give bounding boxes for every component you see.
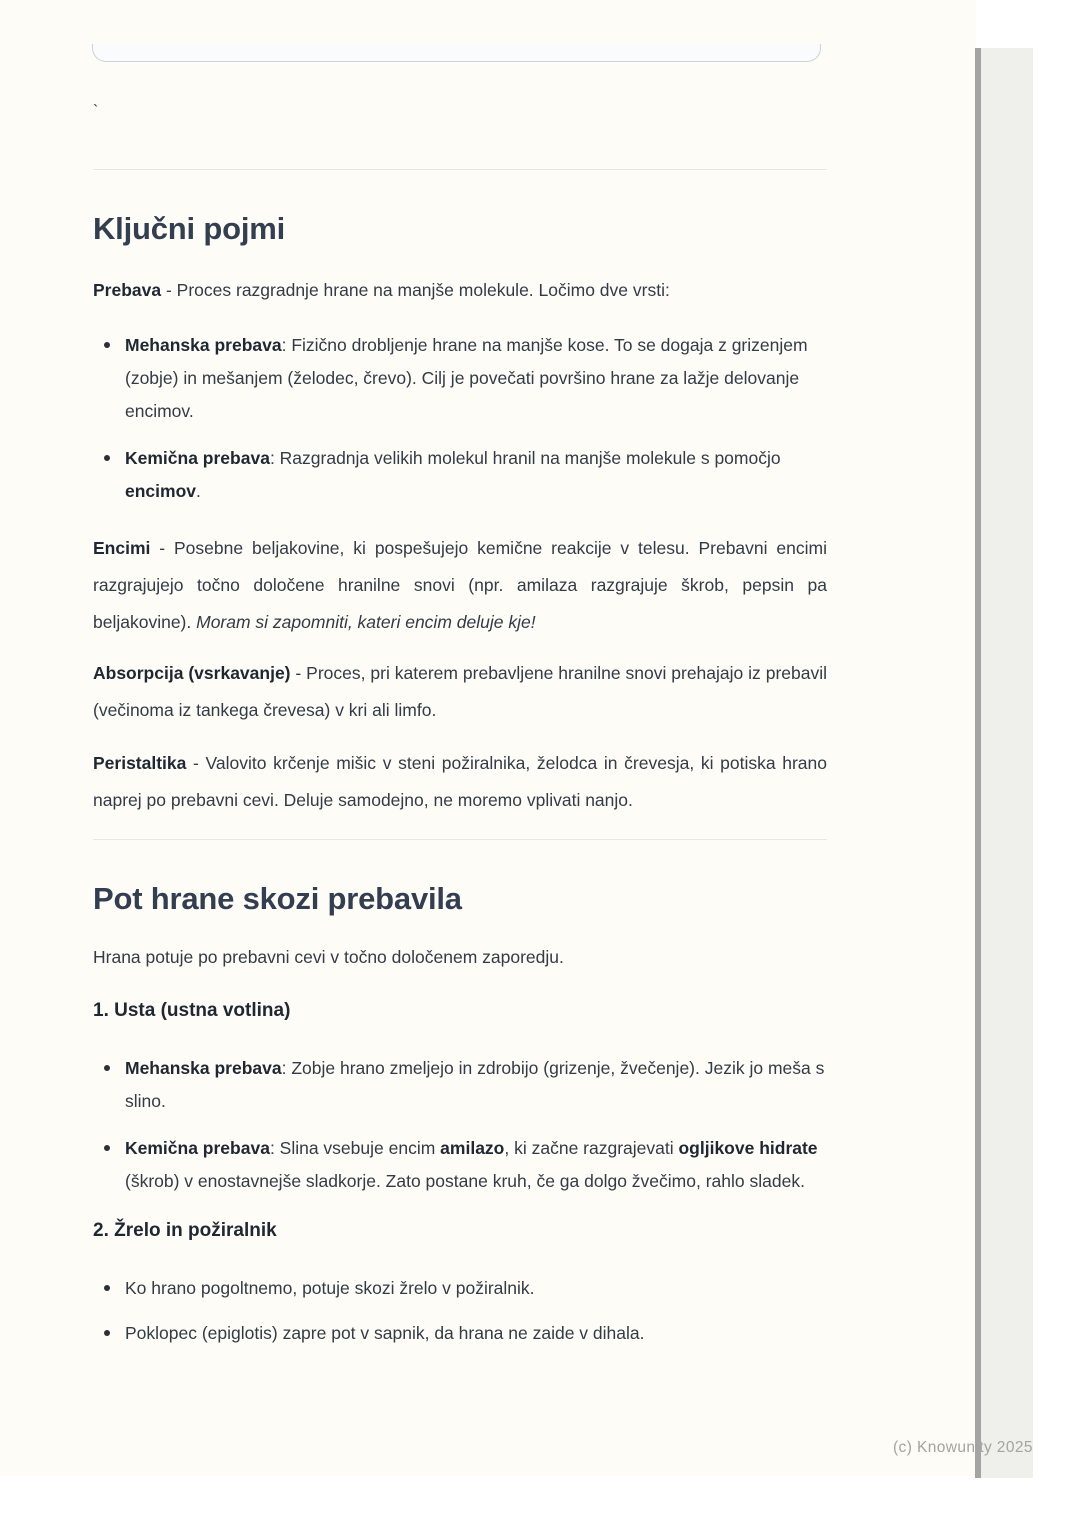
section-divider xyxy=(93,839,827,840)
list-item-mehanska-prebava xyxy=(93,329,827,428)
item-text: . xyxy=(196,481,201,501)
bullet-list-prebava-vrste xyxy=(93,329,827,508)
list-item-mehanska-usta xyxy=(93,1052,827,1118)
note-italic: Moram si zapomniti, kateri encim deluje kje! xyxy=(196,612,536,632)
definition-peristaltika xyxy=(93,745,827,819)
term-prebava: Prebava xyxy=(93,280,162,300)
definition-text: - Posebne beljakovine, ki pospešujejo kemične reakcije v telesu. Prebavni encimi razgrajujejo točno določene hranilne snovi (npr. amilaza razgrajuje škrob, pepsin pa beljakovine). xyxy=(93,538,827,632)
item-text: : Slina vsebuje encim xyxy=(269,1138,441,1158)
item-text: : Razgradnja velikih molekul hranil na manjše molekule s pomočjo xyxy=(269,448,781,468)
item-text: : Zobje hrano zmeljejo in zdrobijo (grizenje, žvečenje). Jezik jo meša s slino. xyxy=(125,1058,825,1111)
list-item-kemicna-usta xyxy=(93,1132,827,1198)
term-encimov: encimov xyxy=(125,481,196,501)
subheading-zrelo: 2. Žrelo in požiralnik xyxy=(93,1220,277,1241)
document-content xyxy=(93,0,827,1350)
bullet-list-zrelo xyxy=(93,1272,827,1350)
stray-backtick: ` xyxy=(93,103,99,120)
section-divider xyxy=(93,169,827,170)
watermark: (c) Knowunity 2025 xyxy=(893,1439,1033,1456)
bullet-list-usta xyxy=(93,1052,827,1198)
term-kemicna: Kemična prebava xyxy=(125,1138,270,1158)
term-ogljikove-hidrate: ogljikove hidrate xyxy=(678,1138,818,1158)
definition-encimi xyxy=(93,530,827,641)
term-absorpcija: Absorpcija (vsrkavanje) xyxy=(93,663,291,683)
definition-text: - Valovito krčenje mišic v steni požiralnika, želodca in črevesja, ki potiska hrano naprej po prebavni cevi. Deluje samodejno, ne moremo vplivati nanjo. xyxy=(93,753,827,810)
list-item-kemicna-prebava xyxy=(93,442,827,508)
subheading-usta: 1. Usta (ustna votlina) xyxy=(93,1000,291,1021)
scrollbar-track[interactable] xyxy=(981,48,1033,1478)
list-item-pogoltnemo: Ko hrano pogoltnemo, potuje skozi žrelo v požiralnik. xyxy=(93,1272,827,1305)
term-encimi: Encimi xyxy=(93,538,151,558)
term-mehanska: Mehanska prebava xyxy=(125,1058,282,1078)
definition-text: - Proces, pri katerem prebavljene hranilne snovi prehajajo iz prebavil (večinoma iz tankega črevesa) v kri ali limfo. xyxy=(93,663,828,720)
term-kemicna: Kemična prebava xyxy=(125,448,270,468)
item-text: , ki začne razgrajevati xyxy=(504,1138,679,1158)
list-item-poklopec: Poklopec (epiglotis) zapre pot v sapnik, da hrana ne zaide v dihala. xyxy=(93,1317,827,1350)
section-heading-pot-hrane: Pot hrane skozi prebavila xyxy=(93,881,462,916)
item-text: : Fizično drobljenje hrane na manjše kose. To se dogaja z grizenjem (zobje) in mešanjem (želodec, črevo). Cilj je povečati površino hrane za lažje delovanje encimov. xyxy=(125,335,808,421)
item-text: (škrob) v enostavnejše sladkorje. Zato postane kruh, če ga dolgo žvečimo, rahlo sladek. xyxy=(125,1171,805,1191)
term-amilazo: amilazo xyxy=(440,1138,505,1158)
term-peristaltika: Peristaltika xyxy=(93,753,187,773)
term-mehanska: Mehanska prebava xyxy=(125,335,282,355)
section-heading-kljucni-pojmi: Ključni pojmi xyxy=(93,211,286,246)
definition-text: - Proces razgradnje hrane na manjše molekule. Ločimo dve vrsti: xyxy=(161,280,670,300)
section-intro: Hrana potuje po prebavni cevi v točno določenem zaporedju. xyxy=(93,947,564,967)
definition-absorpcija xyxy=(93,655,827,729)
definition-prebava xyxy=(93,272,827,309)
